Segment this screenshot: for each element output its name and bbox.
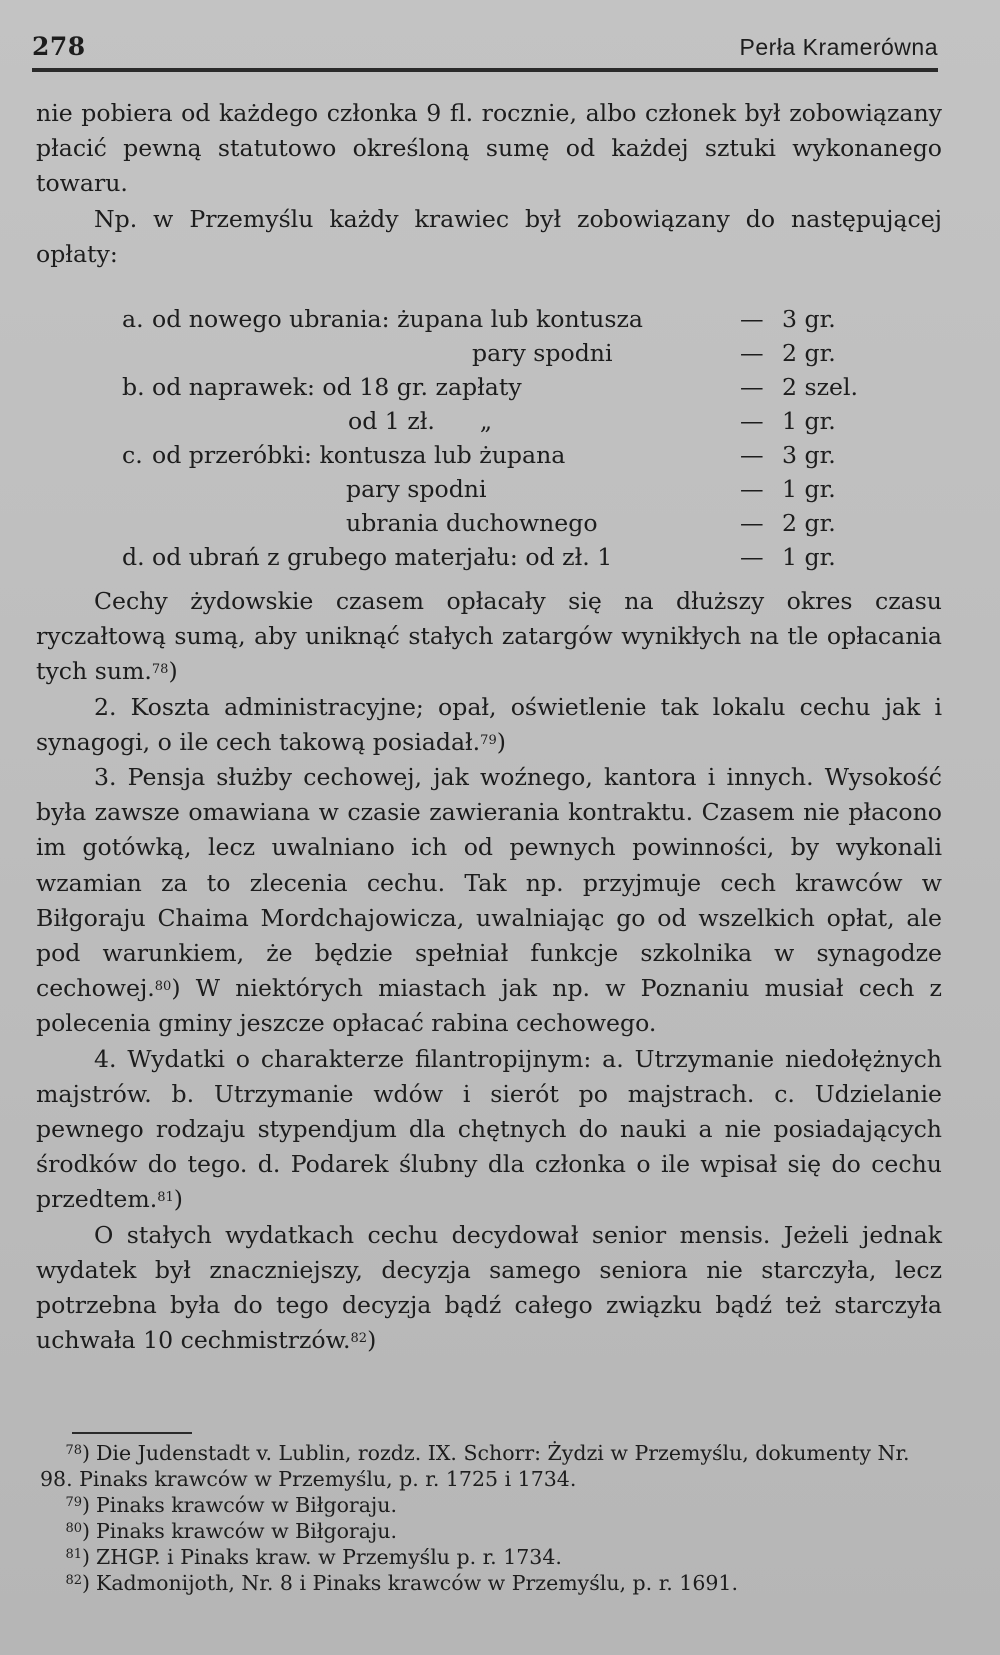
fee-letter: d. (122, 543, 145, 572)
fee-description: od przeróbki: kontusza lub żupana (152, 441, 566, 470)
paragraph-text: 4. Wydatki o charakterze filantropijnym: a. Utrzymanie niedołężnych majstrów. b. Utrzymanie wdów i sierót po majstrach. c. Udzielanie pewnego rodzaju stypendjum dla chętnych do nauki a nie posiadających środków do tego. d. Podarek ślubny dla członka o ile wpisał się do cechu przedtem. (36, 1044, 942, 1214)
fee-amount: 2 gr. (782, 509, 836, 538)
fee-description: pary spodni (346, 475, 487, 504)
fee-row (36, 370, 942, 404)
fee-amount: 1 gr. (782, 475, 836, 504)
fee-list (36, 302, 942, 574)
paragraph-przemysl-example: Np. w Przemyślu każdy krawiec był zobowiązany do następującej opłaty: (36, 204, 942, 268)
footnote-text: Kadmonijoth, Nr. 8 i Pinaks krawców w Przemyślu, p. r. 1691. (96, 1571, 738, 1595)
footnote-mark: 81 (65, 1547, 82, 1562)
fee-description: od nowego ubrania: żupana lub kontusza (152, 305, 643, 334)
footnote-ref: 81 (157, 1190, 174, 1206)
footnote: $^{79}$) Pinaks krawców w Biłgoraju. (65, 1493, 398, 1517)
footnote-mark: 80 (65, 1521, 82, 1536)
fee-amount: 2 gr. (782, 339, 836, 368)
paragraph-text: W niektórych miastach jak np. w Poznaniu musiał cech z polecenia gminy jeszcze opłacać rabina cechowego. (36, 974, 942, 1038)
header-rule (32, 68, 938, 72)
paragraph-text: O stałych wydatkach cechu decydował senior mensis. Jeżeli jednak wydatek był znaczniejszy, decyzja samego seniora nie starczyła, lecz potrzebna była do tego decyzja bądź całego związku bądź też starczyła uchwała 10 cechmistrzów. (36, 1220, 942, 1355)
fee-description: ubrania duchownego (346, 509, 598, 538)
fee-row (36, 438, 942, 472)
fee-amount: 3 gr. (782, 441, 836, 470)
footnote-text: Die Judenstadt v. Lublin, rozdz. IX. Schorr: Żydzi w Przemyślu, dokumenty Nr. 98. Pinaks krawców w Przemyślu, p. r. 1725 i 1734. (40, 1441, 910, 1491)
fee-dash: — (740, 305, 764, 334)
footnote-rule (72, 1432, 192, 1434)
paragraph-text: 3. Pensja służby cechowej, jak woźnego, kantora i innych. Wysokość była zawsze omawiana w czasie zawierania kontraktu. Czasem nie płacono im gotówką, lecz uwalniano ich od pewnych powinności, by wykonali wzamian za to zlecenia cechu. Tak np. przyjmuje cech krawców w Biłgoraju Chaima Mordchajowicza, uwalniając go od wszelkich opłat, ale pod warunkiem, że będzie spełniał funkcje szkolnika w synagodze cechowej. (36, 763, 942, 1003)
fee-dash: — (740, 475, 764, 504)
footnote: $^{82}$) Kadmonijoth, Nr. 8 i Pinaks krawców w Przemyślu, p. r. 1691. (65, 1571, 738, 1595)
fee-row (36, 506, 942, 540)
fee-row (36, 302, 942, 336)
footnote: $^{78}$) Die Judenstadt v. Lublin, rozdz. IX. Schorr: Żydzi w Przemyślu, dokumenty Nr. 98. Pinaks krawców w Przemyślu, p. r. 1725 i 1734. (40, 1441, 910, 1491)
fee-dash: — (740, 373, 764, 402)
footnote-text: Pinaks krawców w Biłgoraju. (96, 1493, 398, 1517)
fee-dash: — (740, 509, 764, 538)
fee-row (36, 540, 942, 574)
fee-amount: 2 szel. (782, 373, 859, 402)
footnotes (40, 1440, 942, 1596)
footnote-ref: 80 (154, 979, 172, 995)
footnote-ref: 82 (350, 1331, 368, 1347)
fee-row (36, 336, 942, 370)
running-title: Perła Kramerówna (739, 34, 938, 60)
fee-description: od naprawek: od 18 gr. zapłaty (152, 373, 522, 402)
page-header (32, 28, 938, 68)
paragraph-text: Cechy żydowskie czasem opłacały się na dłuższy okres czasu ryczałtową sumą, aby uniknąć stałych zatargów wynikłych na tle opłacania tych sum. (36, 587, 942, 686)
fee-letter: b. (122, 373, 145, 402)
paragraph-admin-costs: 2. Koszta administracyjne; opał, oświetlenie tak lokalu cechu jak i synagogi, o ile cech takową posiadał.$^{79}$) (36, 692, 942, 756)
footnote-mark: 79 (65, 1495, 82, 1510)
paragraph-text: 2. Koszta administracyjne; opał, oświetlenie tak lokalu cechu jak i synagogi, o ile cech takową posiadał. (36, 692, 942, 756)
fee-dash: — (740, 339, 764, 368)
fee-description: od ubrań z grubego materjału: od zł. 1 (152, 543, 613, 572)
footnote-ref: 78 (151, 662, 169, 678)
fee-amount: 3 gr. (782, 305, 836, 334)
paragraph-continuation: nie pobiera od każdego członka 9 fl. rocznie, albo członek był zobowiązany płacić pewną statutowo określoną sumę od każdej sztuki wykonanego towaru. (36, 99, 942, 198)
fee-letter: c. (122, 441, 143, 470)
fee-dash: — (740, 407, 764, 436)
footnote-mark: 78 (65, 1443, 82, 1458)
main-text (36, 96, 942, 1358)
paragraph-decisions: O stałych wydatkach cechu decydował senior mensis. Jeżeli jednak wydatek był znaczniejszy, decyzja samego seniora nie starczyła, lecz potrzebna była do tego decyzja bądź całego związku bądź też starczyła uchwała 10 cechmistrzów.$^{82}$) (36, 1220, 942, 1355)
page-number: 278 (32, 32, 86, 61)
paragraph-lump-sum: Cechy żydowskie czasem opłacały się na dłuższy okres czasu ryczałtową sumą, aby uniknąć stałych zatargów wynikłych na tle opłacania tych sum.$^{78}$) (36, 587, 942, 686)
footnote-mark: 82 (65, 1573, 82, 1588)
footnote-text: ZHGP. i Pinaks kraw. w Przemyślu p. r. 1734. (96, 1545, 562, 1569)
fee-description: pary spodni (472, 339, 613, 368)
footnote: $^{81}$) ZHGP. i Pinaks kraw. w Przemyślu p. r. 1734. (65, 1545, 562, 1569)
footnote-ref: 79 (480, 732, 497, 748)
fee-amount: 1 gr. (782, 543, 836, 572)
fee-row (36, 404, 942, 438)
fee-description: od 1 zł. „ (348, 407, 493, 436)
fee-letter: a. (122, 305, 144, 334)
footnote: $^{80}$) Pinaks krawców w Biłgoraju. (65, 1519, 398, 1543)
paragraph-philanthropy: 4. Wydatki o charakterze filantropijnym: a. Utrzymanie niedołężnych majstrów. b. Utrzymanie wdów i sierót po majstrach. c. Udzielanie pewnego rodzaju stypendjum dla chętnych do nauki a nie posiadających środków do tego. d. Podarek ślubny dla członka o ile wpisał się do cechu przedtem.$^{81}$) (36, 1044, 942, 1214)
paragraph-staff-salary: 3. Pensja służby cechowej, jak woźnego, kantora i innych. Wysokość była zawsze omawiana w czasie zawierania kontraktu. Czasem nie płacono im gotówką, lecz uwalniano ich od pewnych powinności, by wykonali wzamian za to zlecenia cechu. Tak np. przyjmuje cech krawców w Biłgoraju Chaima Mordchajowicza, uwalniając go od wszelkich opłat, ale pod warunkiem, że będzie spełniał funkcje szkolnika w synagodze cechowej.$^{80}$) W niektórych miastach jak np. w Poznaniu musiał cech z polecenia gminy jeszcze opłacać rabina cechowego. (36, 763, 942, 1038)
fee-dash: — (740, 441, 764, 470)
fee-row (36, 472, 942, 506)
fee-amount: 1 gr. (782, 407, 836, 436)
fee-dash: — (740, 543, 764, 572)
footnote-text: Pinaks krawców w Biłgoraju. (96, 1519, 398, 1543)
